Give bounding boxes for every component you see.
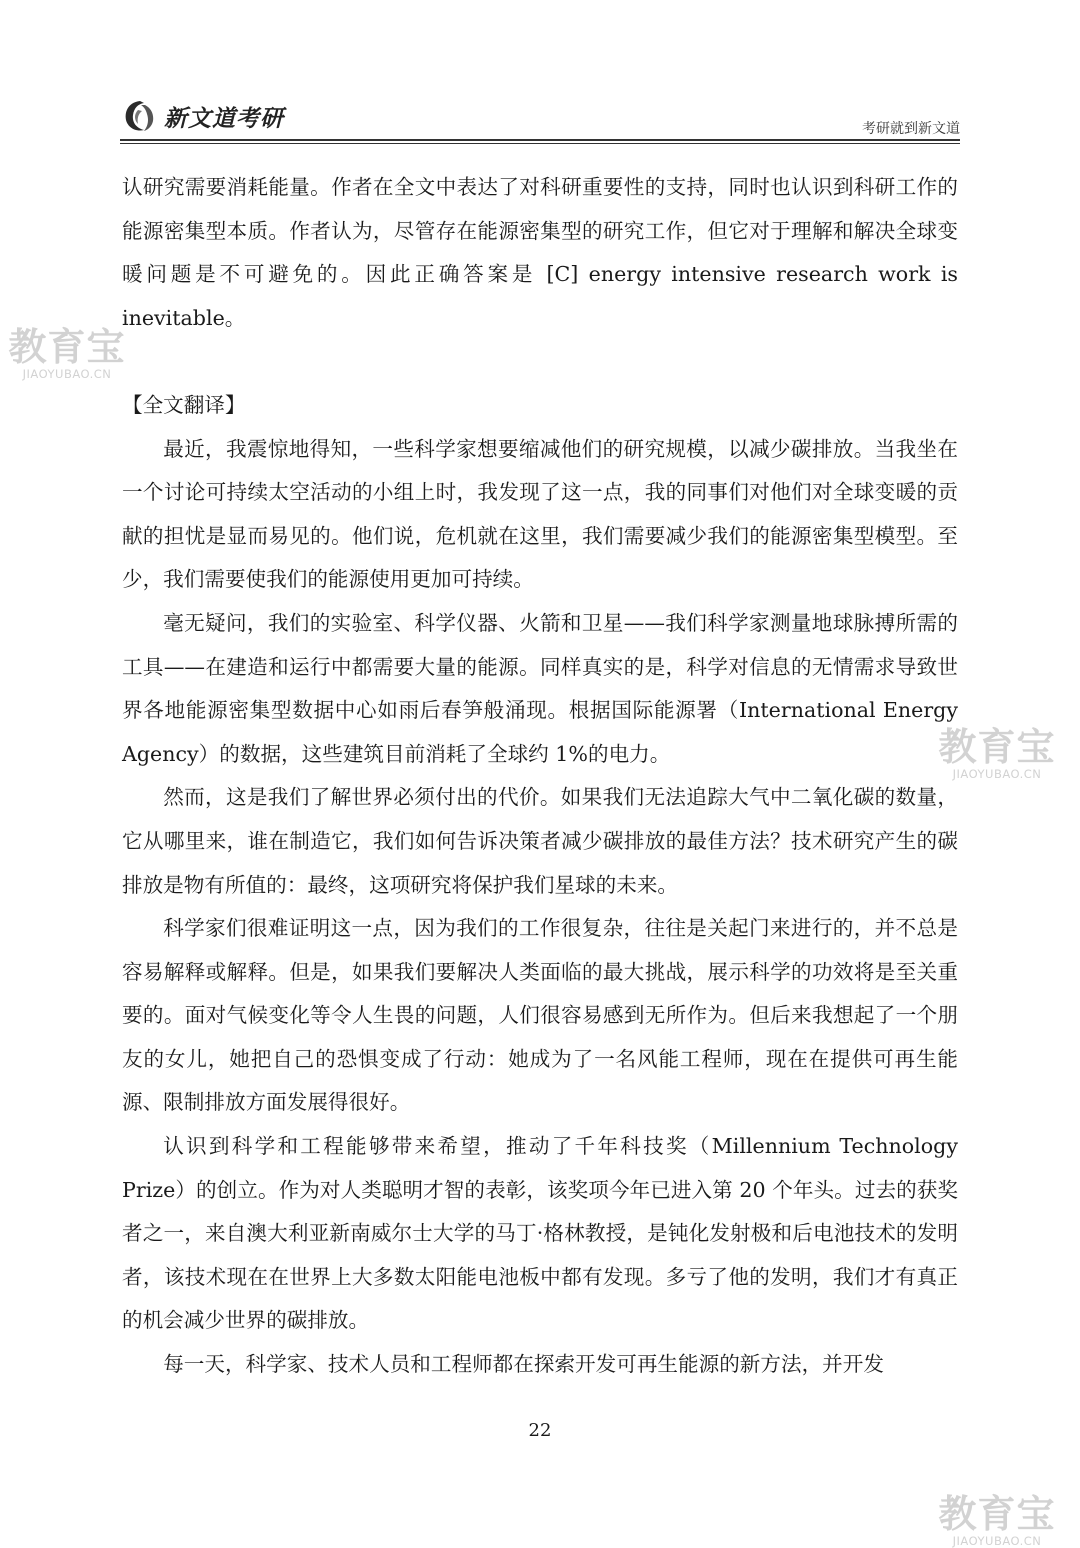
logo-swirl-icon (120, 96, 160, 136)
page-header (120, 96, 960, 140)
paragraph: 科学家们很难证明这一点，因为我们的工作很复杂，往往是关起门来进行的，并不总是容易解释或解释。但是，如果我们要解决人类面临的最大挑战，展示科学的功效将是至关重要的。面对气候变化等令人生畏的问题，人们很容易感到无所作为。但后来我想起了一个朋友的女儿，她把自己的恐惧变成了行动：她成为了一名风能工程师，现在在提供可再生能源、限制排放方面发展得很好。 (122, 916, 958, 1115)
header-divider-thin (120, 143, 960, 144)
watermark-text: 教育宝 (8, 325, 126, 369)
page-body (122, 166, 958, 1387)
paragraph: 最近，我震惊地得知，一些科学家想要缩减他们的研究规模，以减少碳排放。当我坐在一个讨论可持续太空活动的小组上时，我发现了这一点，我的同事们对他们对全球变暖的贡献的担忧是显而易见的。他们说，危机就在这里，我们需要减少我们的能源密集型模型。至少，我们需要使我们的能源使用更加可持续。 (122, 436, 958, 592)
watermark (0, 327, 134, 381)
logo (120, 96, 284, 136)
watermark-url: JIAOYUBAO.CN (22, 367, 112, 381)
watermark-text: 教育宝 (938, 1492, 1056, 1536)
watermark-text: 教育宝 (938, 725, 1056, 769)
logo-text: 新文道考研 (164, 105, 284, 132)
section-title: 【全文翻译】 (122, 392, 246, 417)
watermark-url: JIAOYUBAO.CN (952, 767, 1042, 781)
watermark-url: JIAOYUBAO.CN (952, 1534, 1042, 1548)
page-number: 22 (528, 1420, 552, 1441)
paragraph: 认识到科学和工程能够带来希望，推动了千年科技奖（Millennium Technology Prize）的创立。作为对人类聪明才智的表彰，该奖项今年已进入第 20 个年头。过去的获奖者之一，来自澳大利亚新南威尔士大学的马丁·格林教授，是钝化发射极和后电池技术的发明者，该技术现在在世界上大多数太阳能电池板中都有发现。多亏了他的发明，我们才有真正的机会减少世界的碳排放。 (122, 1134, 958, 1333)
paragraph: 每一天，科学家、技术人员和工程师都在探索开发可再生能源的新方法，并开发 (163, 1352, 884, 1377)
paragraph: 毫无疑问，我们的实验室、科学仪器、火箭和卫星——我们科学家测量地球脉搏所需的工具——在建造和运行中都需要大量的能源。同样真实的是，科学对信息的无情需求导致世界各地能源密集型数据中心如雨后春笋般涌现。根据国际能源署（International Energy Agency）的数据，这些建筑目前消耗了全球约 1%的电力。 (122, 610, 958, 766)
watermark (930, 1494, 1064, 1548)
watermark (930, 727, 1064, 781)
header-divider (120, 139, 960, 141)
paragraph: 然而，这是我们了解世界必须付出的代价。如果我们无法追踪大气中二氧化碳的数量，它从哪里来，谁在制造它，我们如何告诉决策者减少碳排放的最佳方法？技术研究产生的碳排放是物有所值的：最终，这项研究将保护我们星球的未来。 (122, 785, 958, 897)
header-slogan: 考研就到新文道 (862, 121, 960, 137)
intro-paragraph: 认研究需要消耗能量。作者在全文中表达了对科研重要性的支持，同时也认识到科研工作的能源密集型本质。作者认为，尽管存在能源密集型的研究工作，但它对于理解和解决全球变暖问题是不可避免的。因此正确答案是 [C] energy intensive research work is inevitable。 (122, 175, 958, 330)
